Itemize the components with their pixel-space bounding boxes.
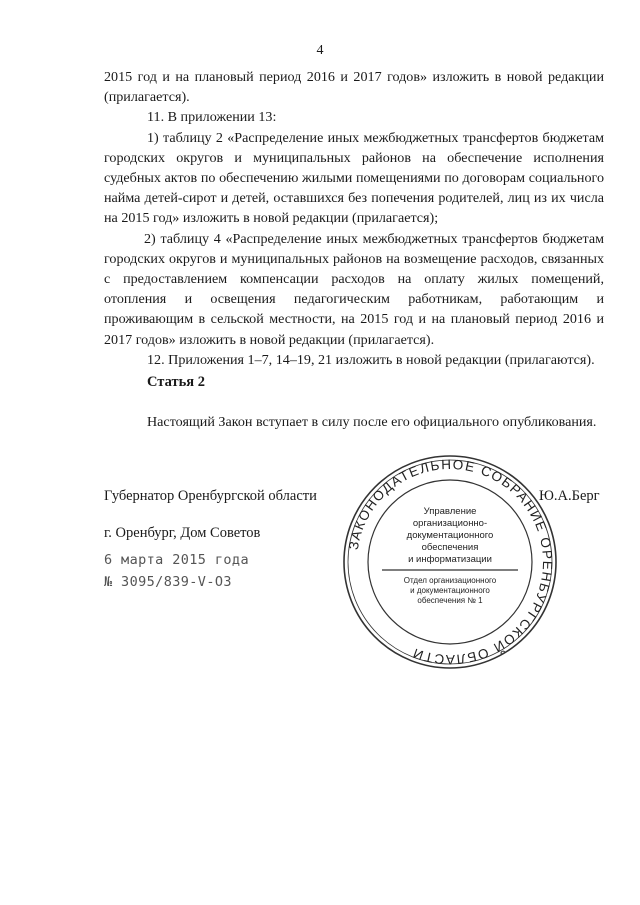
seal-graphic (340, 452, 560, 672)
paragraph-continuation: 2015 год и на плановый период 2016 и 2017 годов» изложить в новой редакции (прилагается). (104, 69, 604, 106)
governor-name: Ю.А.Берг (539, 488, 600, 504)
seal-outer-text: ЗАКОНОДАТЕЛЬНОЕ СОБРАНИЕ ОРЕНБУРГСКОЙ ОБЛАСТИ (345, 456, 556, 668)
page-number: 4 (316, 43, 324, 58)
governor-title: Губернатор Оренбургской области (104, 488, 317, 504)
law-number: № 3095/839-V-ОЗ (104, 574, 232, 590)
article-title: Статья 2 (147, 374, 205, 390)
seal-dept-line-4: обеспечения (421, 542, 479, 553)
seal-dept-line-1: Управление (423, 506, 477, 517)
article-text: Настоящий Закон вступает в силу после его официального опубликования. (147, 414, 597, 430)
paragraph-table-4: 2) таблицу 4 «Распределение иных межбюджетных трансфертов бюджетам городских округов и муниципальных районов на возмещение расходов, связанных с предоставлением компенсации расходов на оплату жилых помещений, отопления и освещения педагогическим работникам, работающим и проживающим в сельской местности, на 2015 год и на плановый период 2016 и 2017 годов» изложить в новой редакции (прилагается). (104, 230, 604, 348)
seal-dept-line-5: и информатизации (408, 554, 492, 565)
paragraph-item-12: 12. Приложения 1–7, 14–19, 21 изложить в новой редакции (прилагаются). (147, 351, 595, 368)
seal-dept-line-3: документационного (406, 530, 494, 541)
seal-dept-line-2: организационно- (412, 518, 488, 529)
paragraph-table-2: 1) таблицу 2 «Распределение иных межбюджетных трансфертов бюджетам городских округов и муниципальных районов на обеспечение исполнения судебных актов по обеспечению жилыми помещениями по договорам социального найма детей-сирот и детей, оставшихся без попечения родителей, лиц из их числа на 2015 год» изложить в новой редакции (прилагается); (104, 129, 604, 227)
paragraph-item-11: 11. В приложении 13: (147, 109, 277, 126)
signing-date: 6 марта 2015 года (104, 552, 249, 568)
official-seal (340, 452, 560, 672)
seal-sub-line-2: и документационного (410, 586, 490, 595)
signing-place: г. Оренбург, Дом Советов (104, 525, 261, 541)
seal-sub-line-3: обеспечения № 1 (417, 596, 483, 605)
seal-sub-line-1: Отдел организационного (403, 576, 497, 585)
amendment-text (104, 67, 604, 370)
